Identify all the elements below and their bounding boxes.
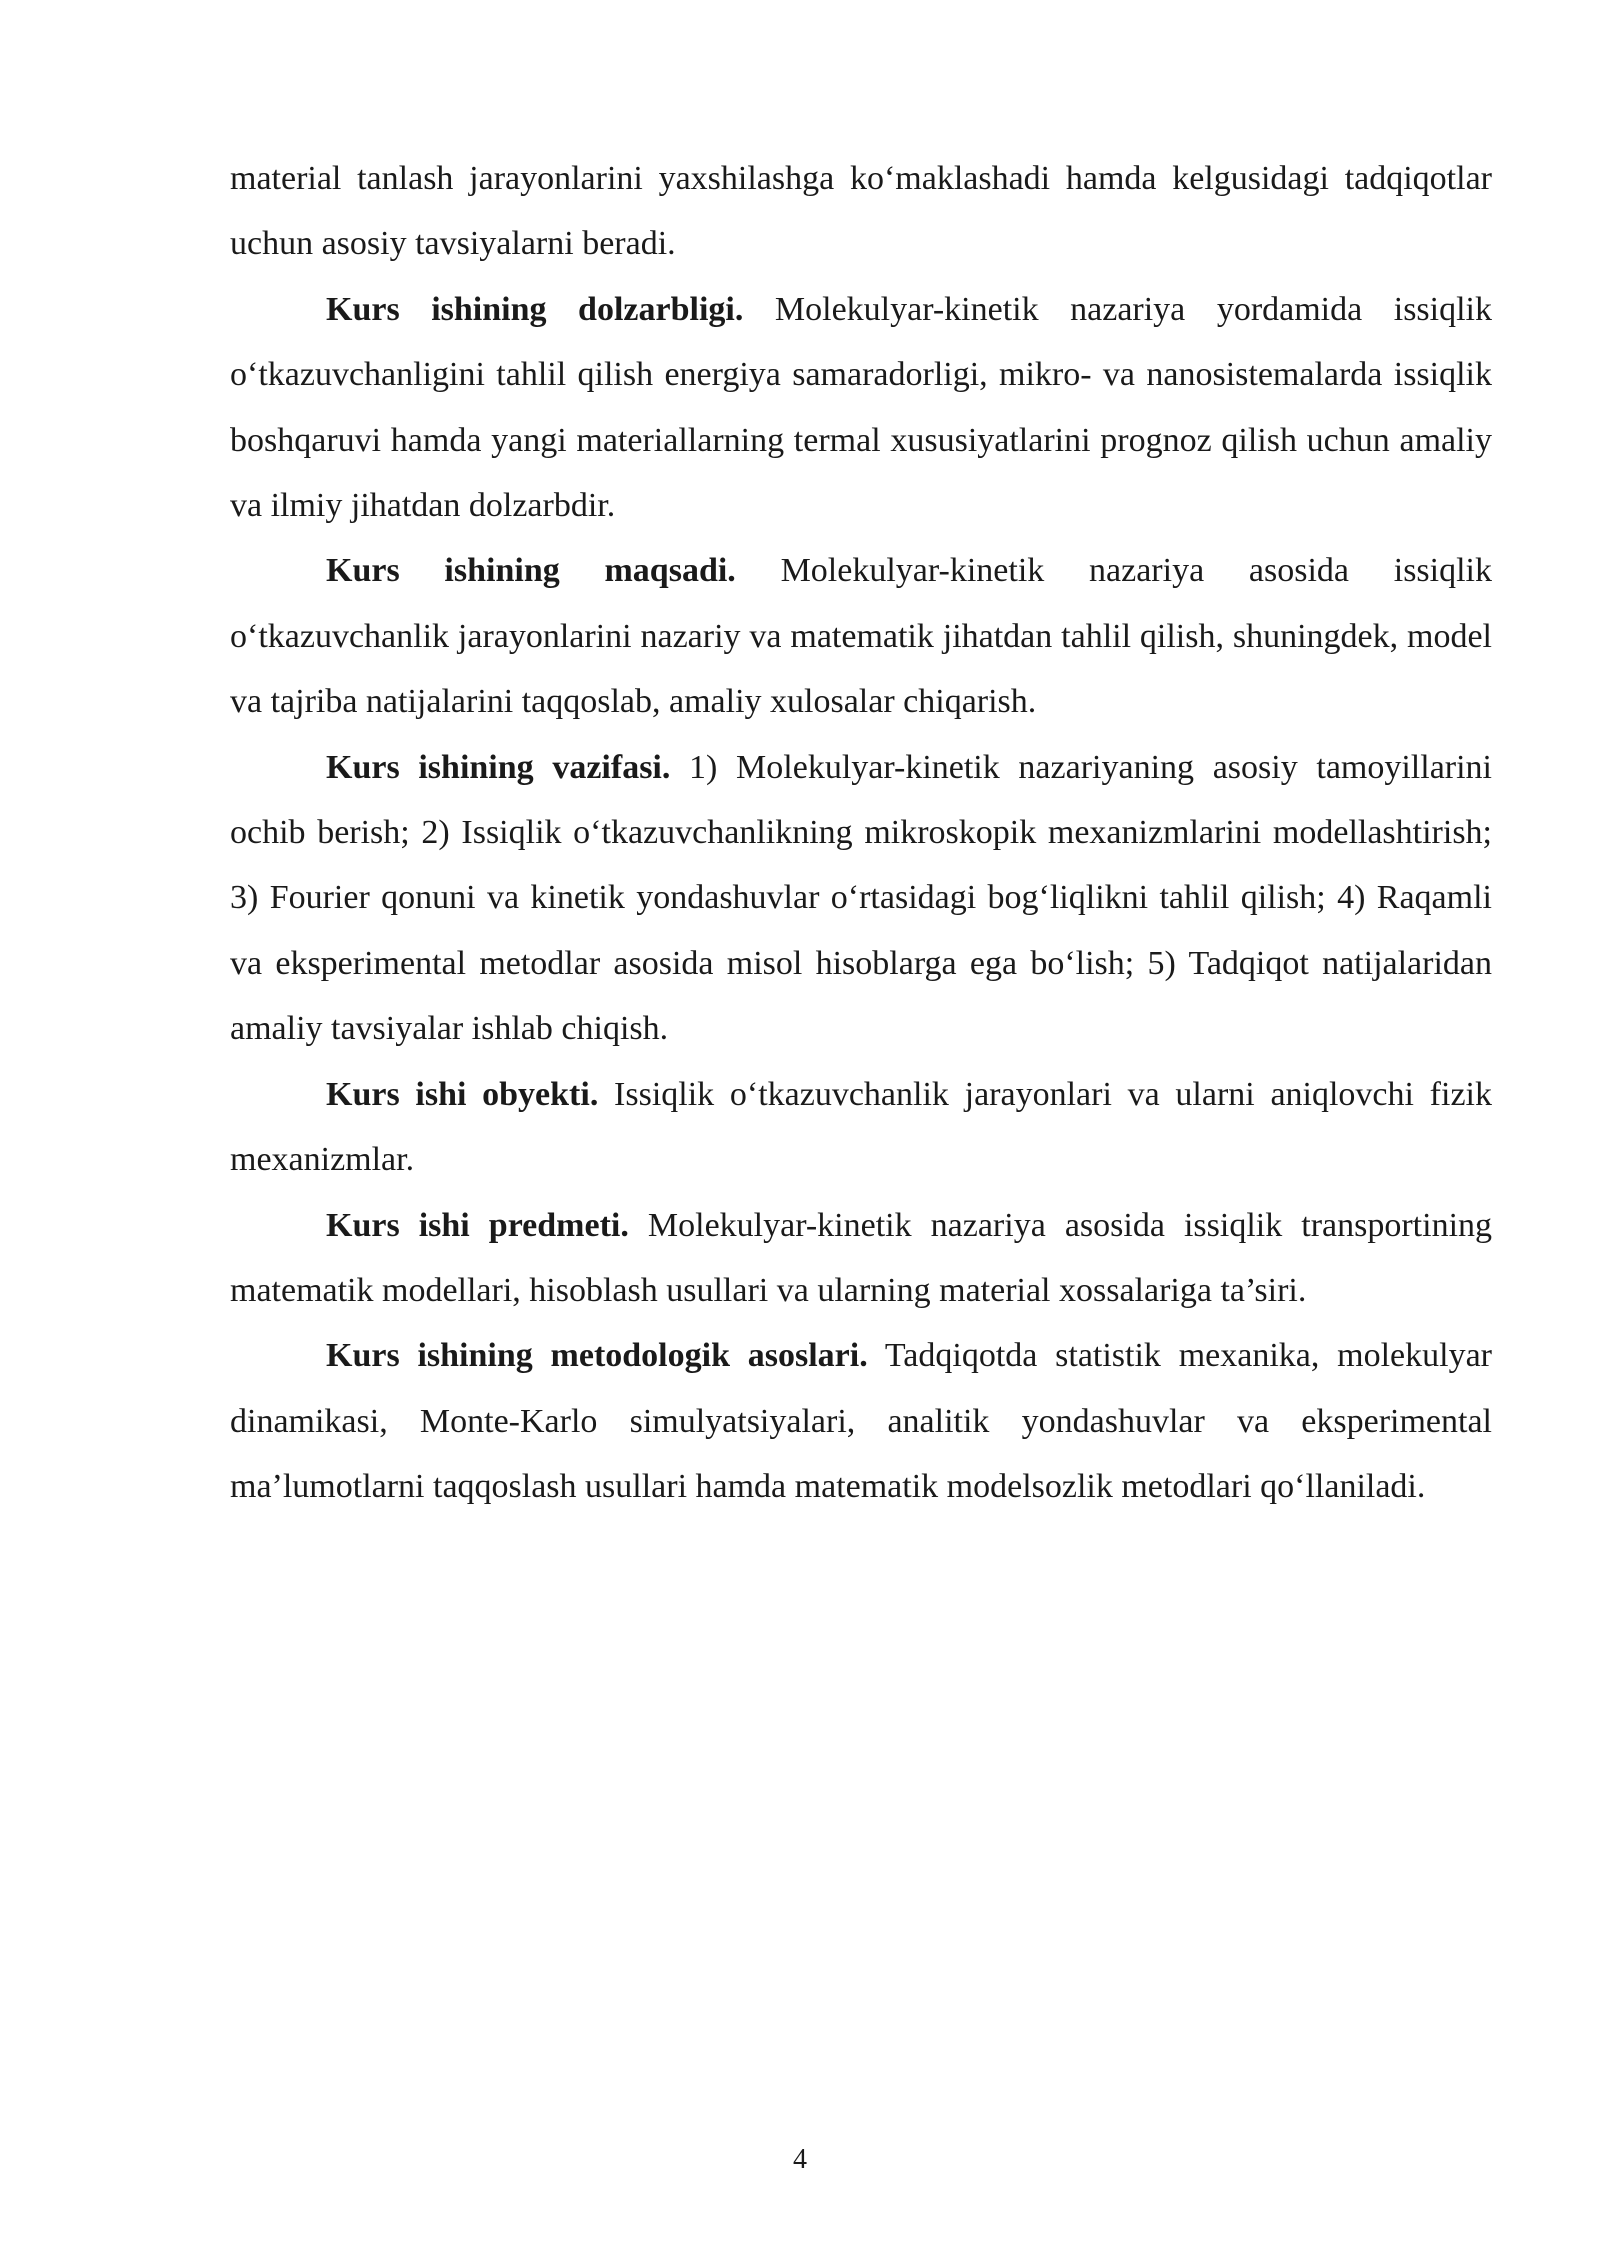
paragraph-heading: Kurs ishi predmeti. [326, 1206, 629, 1244]
paragraph-heading: Kurs ishi obyekti. [326, 1075, 599, 1113]
paragraph-continuation [230, 146, 1492, 277]
paragraph-predmeti [230, 1193, 1492, 1324]
paragraph-text: Molekulyar-kinetik nazariya asosida issiqlik o‘tkazuvchanlik jarayonlarini nazariy va matematik jihatdan tahlil qilish, shuningdek, model va tajriba natijalarini taqqoslab, amaliy xulosalar chiqarish. [230, 552, 1493, 721]
paragraph-dolzarbligi [230, 277, 1492, 539]
paragraph-obyekti [230, 1062, 1492, 1193]
page-body [230, 146, 1492, 1520]
paragraph-text: Issiqlik o‘tkazuvchanlik jarayonlari va ularni aniqlovchi fizik mexanizmlar. [230, 1075, 1492, 1179]
paragraph-text: Molekulyar-kinetik nazariya asosida issiqlik transportining matematik modellari, hisoblash usullari va ularning material xossalariga ta’siri. [230, 1206, 1493, 1309]
paragraph-heading: Kurs ishining dolzarbligi. [326, 290, 744, 328]
page-number: 4 [793, 2144, 807, 2175]
paragraph-heading: Kurs ishining vazifasi. [326, 748, 671, 786]
paragraph-text: Molekulyar-kinetik nazariya yordamida issiqlik o‘tkazuvchanligini tahlil qilish energiya samaradorligi, mikro- va nanosistemalarda issiqlik boshqaruvi hamda yangi materiallarning termal xususiyatlarini prognoz qilish uchun amaliy va ilmiy jihatdan dolzarbdir. [230, 290, 1493, 525]
paragraph-text: 1) Molekulyar-kinetik nazariyaning asosiy tamoyillarini ochib berish; 2) Issiqlik o‘tkazuvchanlikning mikroskopik mexanizmlarini modellashtirish; 3) Fourier qonuni va kinetik yondashuvlar o‘rtasidagi bog‘liqlikni tahlil qilish; 4) Raqamli va eksperimental metodlar asosida misol hisoblarga ega bo‘lish; 5) Tadqiqot natijalaridan amaliy tavsiyalar ishlab chiqish. [230, 748, 1492, 1048]
paragraph-heading: Kurs ishining maqsadi. [326, 552, 736, 590]
paragraph-vazifasi [230, 735, 1492, 1062]
paragraph-text: material tanlash jarayonlarini yaxshilashga ko‘maklashadi hamda kelgusidagi tadqiqotlar uchun asosiy tavsiyalarni beradi. [230, 160, 1492, 263]
paragraph-metodologik [230, 1323, 1492, 1519]
paragraph-text: Tadqiqotda statistik mexanika, molekulyar dinamikasi, Monte-Karlo simulyatsiyalari, analitik yondashuvlar va eksperimental ma’lumotlarni taqqoslash usullari hamda matematik modelsozlik metodlari qo‘llaniladi. [230, 1337, 1492, 1506]
paragraph-heading: Kurs ishining metodologik asoslari. [326, 1337, 868, 1375]
paragraph-maqsadi [230, 538, 1492, 734]
